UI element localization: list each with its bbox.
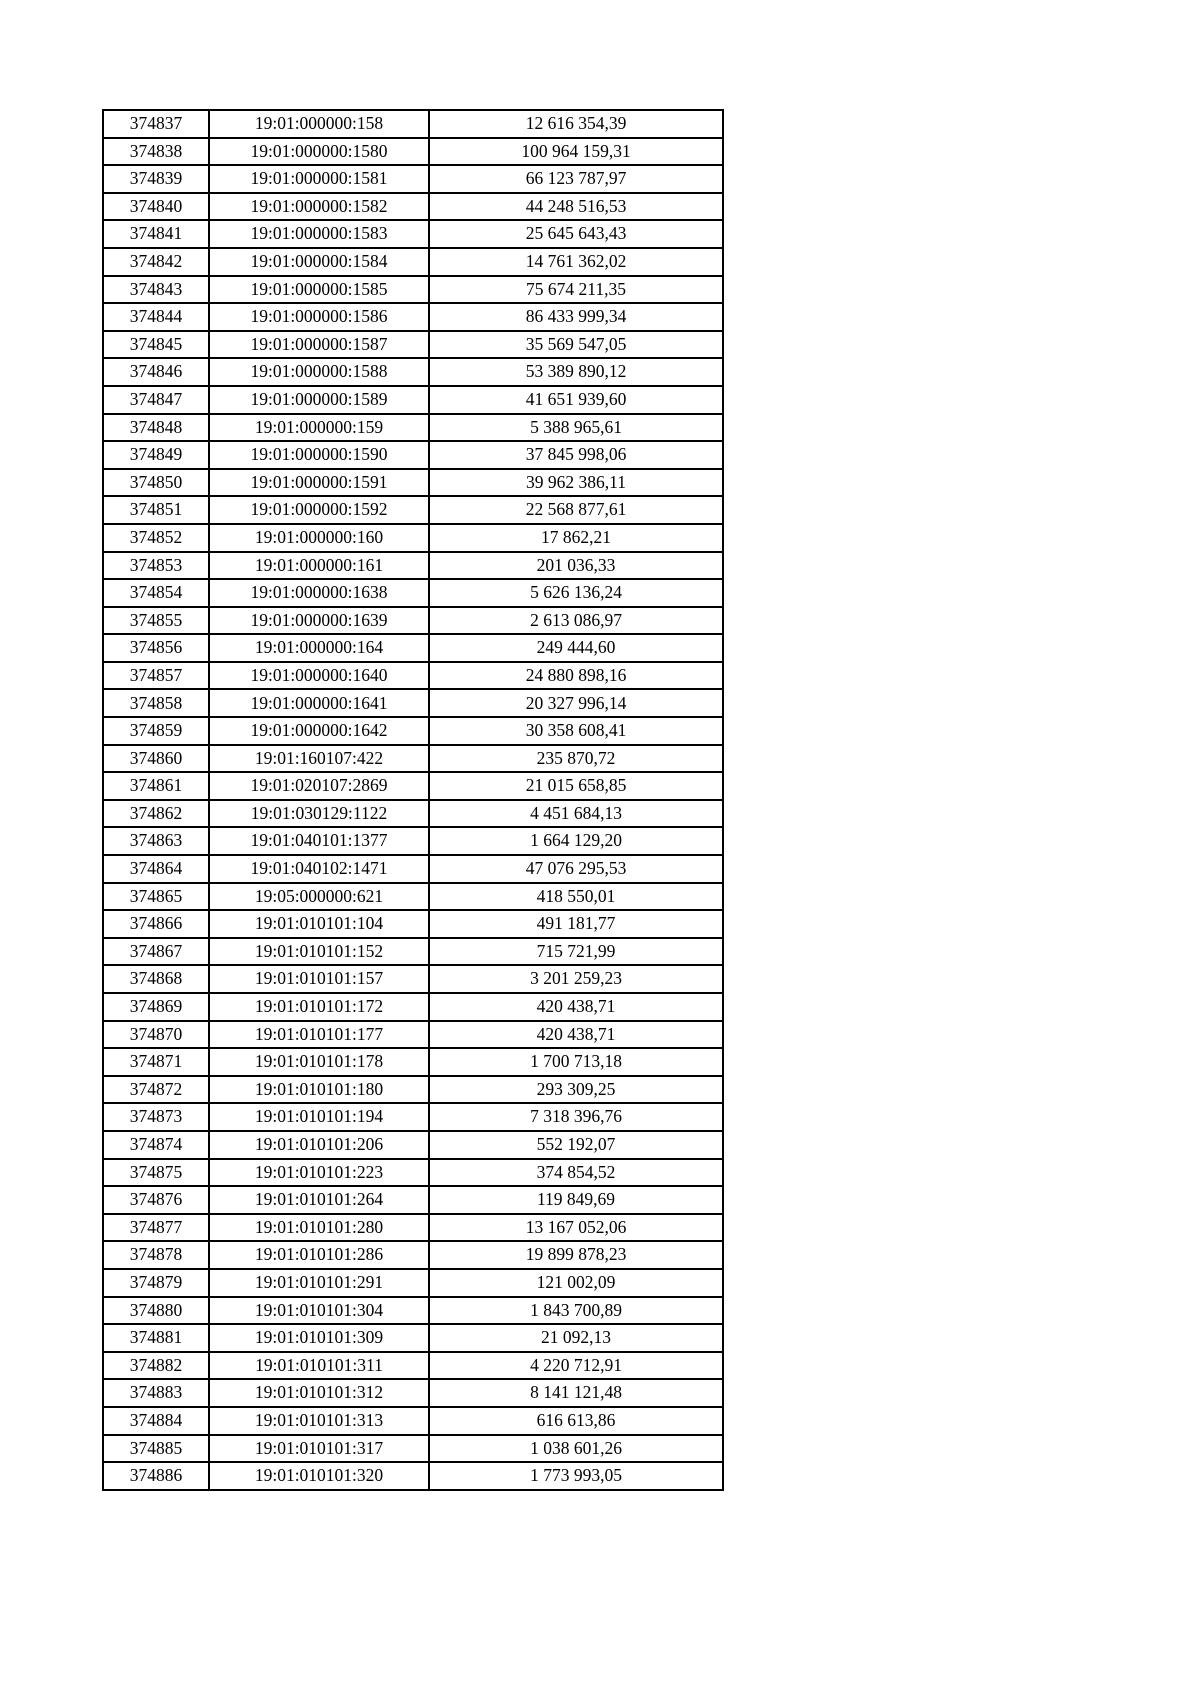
cadastral-number-cell: 19:01:000000:161 [209,552,429,580]
cadastral-number-cell: 19:01:000000:1585 [209,276,429,304]
cadastral-number-cell: 19:01:030129:1122 [209,800,429,828]
value-cell: 5 388 965,61 [429,414,723,442]
row-number-cell: 374861 [103,772,209,800]
value-cell: 66 123 787,97 [429,165,723,193]
row-number-cell: 374845 [103,331,209,359]
cadastral-number-cell: 19:01:000000:1641 [209,689,429,717]
cadastral-number-cell: 19:01:000000:1590 [209,441,429,469]
row-number-cell: 374839 [103,165,209,193]
table-row [103,1131,723,1159]
value-cell: 121 002,09 [429,1269,723,1297]
cadastral-number-cell: 19:01:010101:312 [209,1379,429,1407]
value-cell: 100 964 159,31 [429,138,723,166]
value-cell: 1 700 713,18 [429,1048,723,1076]
value-cell: 22 568 877,61 [429,496,723,524]
row-number-cell: 374844 [103,303,209,331]
cadastral-number-cell: 19:01:010101:223 [209,1159,429,1187]
cadastral-number-cell: 19:01:010101:286 [209,1241,429,1269]
value-cell: 41 651 939,60 [429,386,723,414]
row-number-cell: 374855 [103,607,209,635]
cadastral-number-cell: 19:01:000000:1584 [209,248,429,276]
table-row [103,993,723,1021]
row-number-cell: 374859 [103,717,209,745]
value-cell: 35 569 547,05 [429,331,723,359]
row-number-cell: 374884 [103,1407,209,1435]
table-row [103,552,723,580]
cadastral-number-cell: 19:01:000000:158 [209,110,429,138]
cadastral-number-cell: 19:01:160107:422 [209,745,429,773]
cadastral-number-cell: 19:01:010101:304 [209,1297,429,1325]
table-row [103,634,723,662]
value-cell: 14 761 362,02 [429,248,723,276]
cadastral-number-cell: 19:01:000000:1582 [209,193,429,221]
value-cell: 5 626 136,24 [429,579,723,607]
cadastral-number-cell: 19:01:000000:1642 [209,717,429,745]
value-cell: 235 870,72 [429,745,723,773]
value-cell: 374 854,52 [429,1159,723,1187]
row-number-cell: 374863 [103,827,209,855]
row-number-cell: 374885 [103,1435,209,1463]
table-row [103,220,723,248]
table-row [103,1048,723,1076]
value-cell: 39 962 386,11 [429,469,723,497]
table-row [103,193,723,221]
table-row [103,717,723,745]
table-row [103,1352,723,1380]
row-number-cell: 374864 [103,855,209,883]
value-cell: 8 141 121,48 [429,1379,723,1407]
cadastral-number-cell: 19:01:010101:317 [209,1435,429,1463]
cadastral-number-cell: 19:01:000000:1589 [209,386,429,414]
value-cell: 25 645 643,43 [429,220,723,248]
cadastral-number-cell: 19:01:010101:311 [209,1352,429,1380]
table-row [103,524,723,552]
table-row [103,689,723,717]
row-number-cell: 374837 [103,110,209,138]
row-number-cell: 374886 [103,1462,209,1490]
row-number-cell: 374880 [103,1297,209,1325]
row-number-cell: 374879 [103,1269,209,1297]
cadastral-number-cell: 19:01:010101:152 [209,938,429,966]
table-row [103,496,723,524]
value-cell: 552 192,07 [429,1131,723,1159]
row-number-cell: 374866 [103,910,209,938]
value-cell: 418 550,01 [429,883,723,911]
row-number-cell: 374852 [103,524,209,552]
row-number-cell: 374868 [103,965,209,993]
cadastral-number-cell: 19:01:000000:1592 [209,496,429,524]
cadastral-number-cell: 19:01:010101:313 [209,1407,429,1435]
table-row [103,441,723,469]
table-row [103,110,723,138]
value-cell: 20 327 996,14 [429,689,723,717]
table-row [103,745,723,773]
cadastral-number-cell: 19:01:000000:159 [209,414,429,442]
cadastral-number-cell: 19:01:010101:180 [209,1076,429,1104]
row-number-cell: 374872 [103,1076,209,1104]
cadastral-value-table [102,109,724,1491]
row-number-cell: 374875 [103,1159,209,1187]
cadastral-number-cell: 19:01:010101:320 [209,1462,429,1490]
value-cell: 1 773 993,05 [429,1462,723,1490]
cadastral-number-cell: 19:01:010101:157 [209,965,429,993]
value-cell: 17 862,21 [429,524,723,552]
row-number-cell: 374870 [103,1021,209,1049]
row-number-cell: 374860 [103,745,209,773]
row-number-cell: 374843 [103,276,209,304]
cadastral-number-cell: 19:01:010101:178 [209,1048,429,1076]
table-row [103,1103,723,1131]
cadastral-number-cell: 19:01:000000:1581 [209,165,429,193]
table-row [103,1076,723,1104]
row-number-cell: 374882 [103,1352,209,1380]
value-cell: 24 880 898,16 [429,662,723,690]
table-row [103,414,723,442]
value-cell: 3 201 259,23 [429,965,723,993]
value-cell: 37 845 998,06 [429,441,723,469]
cadastral-number-cell: 19:01:010101:177 [209,1021,429,1049]
table-row [103,1214,723,1242]
value-cell: 4 451 684,13 [429,800,723,828]
cadastral-number-cell: 19:01:010101:194 [209,1103,429,1131]
cadastral-number-cell: 19:01:000000:1640 [209,662,429,690]
table-row [103,248,723,276]
cadastral-number-cell: 19:01:000000:1583 [209,220,429,248]
table-row [103,1297,723,1325]
value-cell: 86 433 999,34 [429,303,723,331]
value-cell: 53 389 890,12 [429,358,723,386]
value-cell: 30 358 608,41 [429,717,723,745]
table-row [103,662,723,690]
table-row [103,1186,723,1214]
value-cell: 21 092,13 [429,1324,723,1352]
row-number-cell: 374878 [103,1241,209,1269]
cadastral-number-cell: 19:01:020107:2869 [209,772,429,800]
cadastral-number-cell: 19:01:000000:164 [209,634,429,662]
row-number-cell: 374854 [103,579,209,607]
table-row [103,607,723,635]
value-cell: 1 664 129,20 [429,827,723,855]
cadastral-number-cell: 19:01:000000:1587 [209,331,429,359]
row-number-cell: 374869 [103,993,209,1021]
row-number-cell: 374883 [103,1379,209,1407]
row-number-cell: 374865 [103,883,209,911]
row-number-cell: 374856 [103,634,209,662]
cadastral-number-cell: 19:01:000000:1588 [209,358,429,386]
value-cell: 293 309,25 [429,1076,723,1104]
row-number-cell: 374842 [103,248,209,276]
cadastral-number-cell: 19:01:040102:1471 [209,855,429,883]
value-cell: 420 438,71 [429,993,723,1021]
cadastral-number-cell: 19:05:000000:621 [209,883,429,911]
table-row [103,303,723,331]
table-row [103,855,723,883]
row-number-cell: 374838 [103,138,209,166]
row-number-cell: 374873 [103,1103,209,1131]
row-number-cell: 374850 [103,469,209,497]
value-cell: 19 899 878,23 [429,1241,723,1269]
value-cell: 75 674 211,35 [429,276,723,304]
table-row [103,1407,723,1435]
value-cell: 249 444,60 [429,634,723,662]
cadastral-number-cell: 19:01:000000:1639 [209,607,429,635]
value-cell: 1 038 601,26 [429,1435,723,1463]
row-number-cell: 374853 [103,552,209,580]
table-row [103,883,723,911]
value-cell: 4 220 712,91 [429,1352,723,1380]
table-body [103,110,723,1490]
table-row [103,1435,723,1463]
cadastral-number-cell: 19:01:000000:1638 [209,579,429,607]
table-row [103,1462,723,1490]
table-row [103,1269,723,1297]
cadastral-number-cell: 19:01:000000:1586 [209,303,429,331]
value-cell: 119 849,69 [429,1186,723,1214]
value-cell: 21 015 658,85 [429,772,723,800]
table-row [103,772,723,800]
row-number-cell: 374871 [103,1048,209,1076]
row-number-cell: 374847 [103,386,209,414]
row-number-cell: 374851 [103,496,209,524]
row-number-cell: 374846 [103,358,209,386]
cadastral-number-cell: 19:01:010101:309 [209,1324,429,1352]
value-cell: 420 438,71 [429,1021,723,1049]
row-number-cell: 374849 [103,441,209,469]
value-cell: 2 613 086,97 [429,607,723,635]
row-number-cell: 374840 [103,193,209,221]
value-cell: 12 616 354,39 [429,110,723,138]
value-cell: 44 248 516,53 [429,193,723,221]
table-row [103,1324,723,1352]
cadastral-number-cell: 19:01:010101:291 [209,1269,429,1297]
table-row [103,165,723,193]
row-number-cell: 374858 [103,689,209,717]
cadastral-number-cell: 19:01:010101:172 [209,993,429,1021]
row-number-cell: 374876 [103,1186,209,1214]
cadastral-number-cell: 19:01:000000:1580 [209,138,429,166]
value-cell: 616 613,86 [429,1407,723,1435]
table-row [103,331,723,359]
table-row [103,910,723,938]
value-cell: 7 318 396,76 [429,1103,723,1131]
value-cell: 13 167 052,06 [429,1214,723,1242]
row-number-cell: 374841 [103,220,209,248]
table-row [103,469,723,497]
cadastral-number-cell: 19:01:000000:1591 [209,469,429,497]
value-cell: 715 721,99 [429,938,723,966]
value-cell: 1 843 700,89 [429,1297,723,1325]
table-row [103,358,723,386]
value-cell: 491 181,77 [429,910,723,938]
cadastral-number-cell: 19:01:010101:264 [209,1186,429,1214]
value-cell: 201 036,33 [429,552,723,580]
row-number-cell: 374857 [103,662,209,690]
value-cell: 47 076 295,53 [429,855,723,883]
table-row [103,1021,723,1049]
table-row [103,1379,723,1407]
row-number-cell: 374848 [103,414,209,442]
cadastral-number-cell: 19:01:000000:160 [209,524,429,552]
row-number-cell: 374874 [103,1131,209,1159]
row-number-cell: 374881 [103,1324,209,1352]
table-row [103,138,723,166]
cadastral-number-cell: 19:01:010101:104 [209,910,429,938]
table-row [103,1159,723,1187]
row-number-cell: 374862 [103,800,209,828]
table-row [103,276,723,304]
row-number-cell: 374867 [103,938,209,966]
cadastral-number-cell: 19:01:010101:206 [209,1131,429,1159]
cadastral-number-cell: 19:01:040101:1377 [209,827,429,855]
cadastral-number-cell: 19:01:010101:280 [209,1214,429,1242]
table-row [103,579,723,607]
row-number-cell: 374877 [103,1214,209,1242]
table-row [103,827,723,855]
table-row [103,800,723,828]
table-row [103,386,723,414]
table-row [103,1241,723,1269]
table-row [103,965,723,993]
table-row [103,938,723,966]
